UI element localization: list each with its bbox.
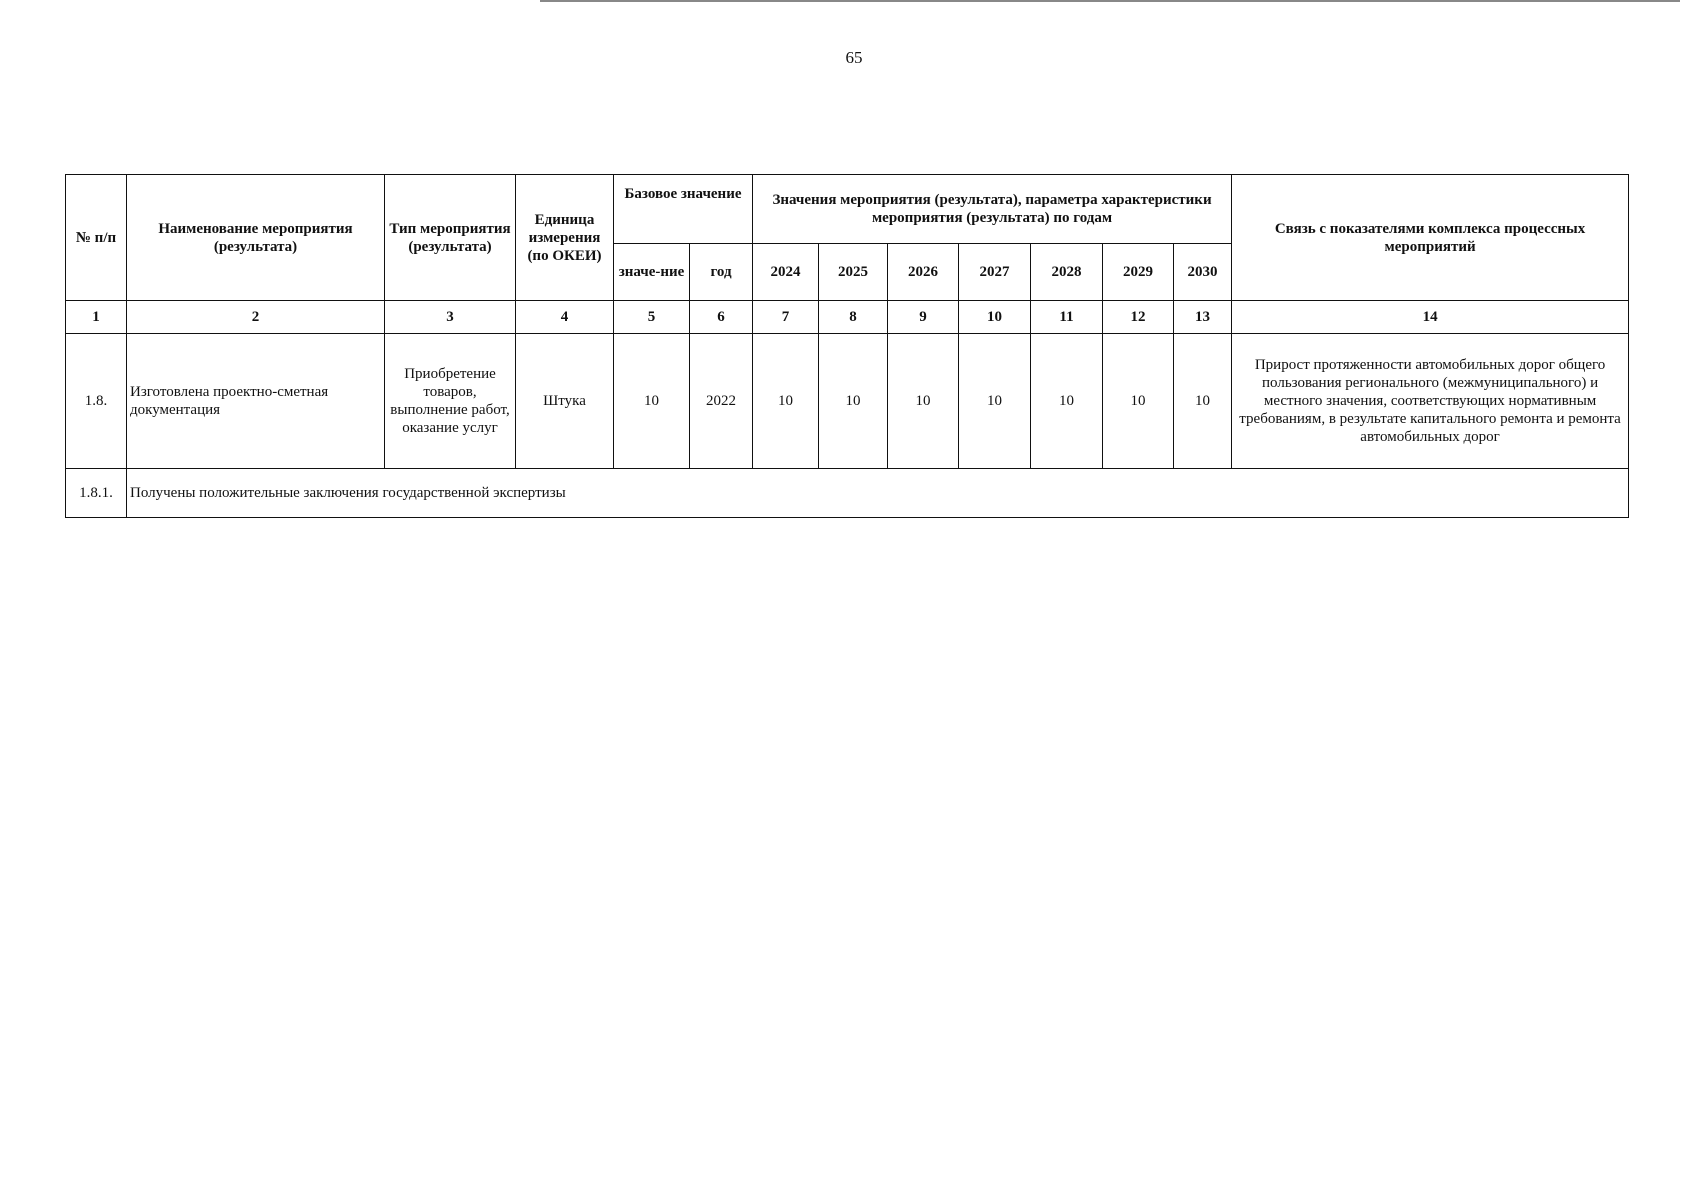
row-link: Прирост протяженности автомобильных дорог общего пользования регионального (межмуниципального) и местного значения, соответствующих нормативным требованиям, в результате капитального ремонта и ремонта автомобильных дорог xyxy=(1232,334,1629,469)
header-year: 2030 xyxy=(1174,244,1232,301)
header-year: 2025 xyxy=(819,244,888,301)
header-year: 2026 xyxy=(888,244,959,301)
row-name: Изготовлена проектно-сметная документация xyxy=(127,334,385,469)
header-year: 2027 xyxy=(959,244,1031,301)
header-link: Связь с показателями комплекса процессных мероприятий xyxy=(1232,175,1629,301)
row-value-2024: 10 xyxy=(753,334,819,469)
header-years-group: Значения мероприятия (результата), параметра характеристики мероприятия (результата) по годам xyxy=(753,175,1232,244)
sub-row-text: Получены положительные заключения государственной экспертизы xyxy=(127,469,1629,518)
row-value-2028: 10 xyxy=(1031,334,1103,469)
row-base-year: 2022 xyxy=(690,334,753,469)
header-name: Наименование мероприятия (результата) xyxy=(127,175,385,301)
header-base-group: Базовое значение xyxy=(614,175,753,244)
header-year: 2028 xyxy=(1031,244,1103,301)
column-number: 14 xyxy=(1232,301,1629,334)
column-number: 8 xyxy=(819,301,888,334)
header-year: 2029 xyxy=(1103,244,1174,301)
column-number: 11 xyxy=(1031,301,1103,334)
top-border-line xyxy=(540,0,1680,2)
table-row xyxy=(66,334,1629,469)
column-number: 4 xyxy=(516,301,614,334)
column-number: 2 xyxy=(127,301,385,334)
header-base-year: год xyxy=(690,244,753,301)
column-number: 13 xyxy=(1174,301,1232,334)
page-number: 65 xyxy=(845,48,863,67)
row-num: 1.8. xyxy=(66,334,127,469)
row-value-2030: 10 xyxy=(1174,334,1232,469)
sub-row-num: 1.8.1. xyxy=(66,469,127,518)
row-unit: Штука xyxy=(516,334,614,469)
column-number: 1 xyxy=(66,301,127,334)
row-base-value: 10 xyxy=(614,334,690,469)
header-unit: Единица измерения (по ОКЕИ) xyxy=(516,175,614,301)
header-row-top xyxy=(66,175,1629,244)
header-num: № п/п xyxy=(66,175,127,301)
measures-table xyxy=(65,174,1629,518)
row-type: Приобретение товаров, выполнение работ, оказание услуг xyxy=(385,334,516,469)
column-number: 10 xyxy=(959,301,1031,334)
row-value-2029: 10 xyxy=(1103,334,1174,469)
header-base-value: значе-ние xyxy=(614,244,690,301)
header-year: 2024 xyxy=(753,244,819,301)
column-number: 12 xyxy=(1103,301,1174,334)
column-number: 3 xyxy=(385,301,516,334)
row-value-2026: 10 xyxy=(888,334,959,469)
column-number: 5 xyxy=(614,301,690,334)
row-value-2025: 10 xyxy=(819,334,888,469)
column-number-row xyxy=(66,301,1629,334)
sub-row xyxy=(66,469,1629,518)
column-number: 7 xyxy=(753,301,819,334)
row-value-2027: 10 xyxy=(959,334,1031,469)
column-number: 9 xyxy=(888,301,959,334)
column-number: 6 xyxy=(690,301,753,334)
header-type: Тип мероприятия (результата) xyxy=(385,175,516,301)
